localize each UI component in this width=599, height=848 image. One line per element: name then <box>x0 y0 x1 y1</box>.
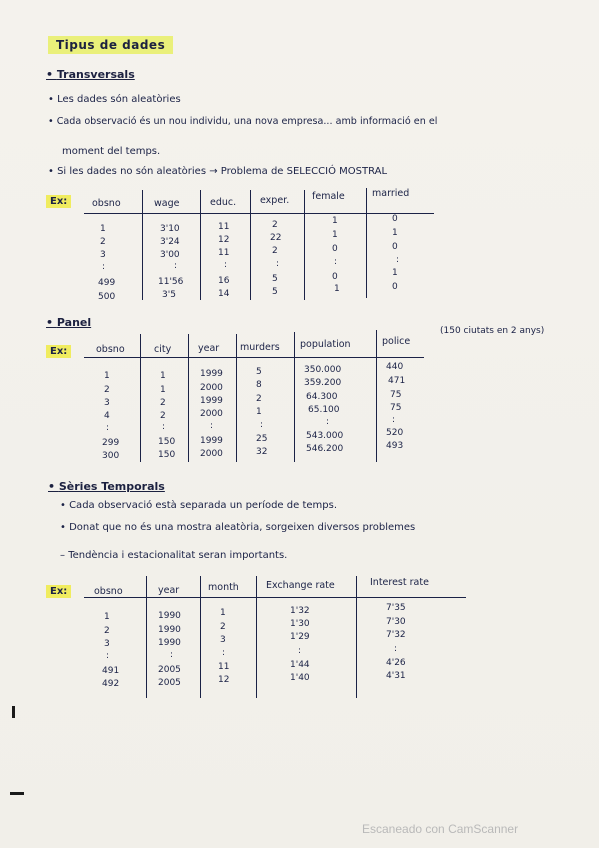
panel-note: (150 ciutats en 2 anys) <box>440 326 545 336</box>
table-cell: 1'44 <box>290 660 310 670</box>
example-highlight: Ex: <box>46 585 71 598</box>
table-cell: 1990 <box>158 638 181 648</box>
series-heading-text: Sèries Temporals <box>58 480 165 493</box>
table-cell: 492 <box>102 679 120 689</box>
table-cell: 16 <box>218 276 230 286</box>
column-header: city <box>154 344 172 355</box>
bullet-text: Cada observació és un nou individu, una nova empresa... amb informació en el <box>56 116 438 127</box>
table-cell: 14 <box>218 289 230 299</box>
table-cell: 493 <box>386 441 404 451</box>
column-header: year <box>198 343 220 354</box>
table-cell: 11 <box>218 222 230 232</box>
table-cell: 1990 <box>158 611 181 621</box>
table-cell: 2 <box>272 220 278 230</box>
bullet-text: Les dades són aleatòries <box>57 94 181 105</box>
table-divider <box>256 576 257 698</box>
table-cell: 1999 <box>200 436 223 446</box>
table-cell: 2 <box>100 237 106 247</box>
section-heading-panel: • Panel <box>46 316 92 329</box>
table-cell: 22 <box>270 233 282 243</box>
bullet-text: Tendència i estacionalitat seran importants. <box>68 550 288 561</box>
bullet-text: Donat que no és una mostra aleatòria, sorgeixen diversos problemes <box>69 522 416 533</box>
table-cell: 0 <box>332 272 338 282</box>
example-label <box>46 346 71 357</box>
section-heading-transversals: • Transversals <box>46 68 135 81</box>
table-cell: 543.000 <box>306 431 344 441</box>
table-divider <box>146 576 147 698</box>
table-cell: 1'40 <box>290 673 310 683</box>
column-header: educ. <box>210 197 237 208</box>
table-cell: 1 <box>100 224 106 234</box>
table-cell: 299 <box>102 438 120 448</box>
table-cell: 150 <box>158 450 176 460</box>
table-cell: 1990 <box>158 625 181 635</box>
table-divider <box>356 576 357 698</box>
table-cell: 520 <box>386 428 404 438</box>
bullet-series-1: • Cada observació està separada un període de temps. <box>60 500 337 511</box>
bullet-text: Si les dades no són aleatòries → Problema de SELECCIÓ MOSTRAL <box>57 166 388 177</box>
table-cell: 2 <box>272 246 278 256</box>
table-divider <box>140 334 141 462</box>
table-cell: 471 <box>388 376 406 386</box>
table-cell: 75 <box>390 403 402 413</box>
table-cell: 5 <box>272 287 278 297</box>
table-cell: : <box>334 257 338 267</box>
table-divider <box>236 334 237 462</box>
table-cell: 64.300 <box>306 392 338 402</box>
table-cell: 11'56 <box>158 277 184 287</box>
example-label <box>46 196 71 207</box>
table-cell: 3'24 <box>160 237 180 247</box>
bullet-transversals-2-cont: moment del temps. <box>62 146 161 157</box>
table-cell: 0 <box>392 214 398 224</box>
table-header-rule <box>84 357 424 358</box>
table-cell: 3 <box>104 639 110 649</box>
table-divider <box>200 576 201 698</box>
table-cell: : <box>106 651 110 661</box>
table-cell: : <box>392 415 396 425</box>
example-highlight: Ex: <box>46 345 71 358</box>
table-cell: 32 <box>256 447 268 457</box>
example-highlight: Ex: <box>46 195 71 208</box>
table-cell: 2 <box>160 411 166 421</box>
table-cell: : <box>396 255 400 265</box>
table-cell: 5 <box>256 367 262 377</box>
table-cell: 1999 <box>200 369 223 379</box>
column-header: married <box>372 188 410 199</box>
bullet-transversals-2: • Cada observació és un nou individu, una nova empresa... amb informació en el <box>48 116 438 127</box>
table-divider <box>200 190 201 300</box>
table-cell: 499 <box>98 278 116 288</box>
column-header: obsno <box>96 344 125 355</box>
table-cell: 7'30 <box>386 617 406 627</box>
column-header: population <box>300 339 351 350</box>
scan-artifact <box>12 706 15 718</box>
table-cell: 1 <box>160 385 166 395</box>
table-cell: 2000 <box>200 409 223 419</box>
table-cell: 1 <box>104 612 110 622</box>
table-cell: 12 <box>218 235 230 245</box>
table-cell: 0 <box>392 242 398 252</box>
table-cell: : <box>224 260 228 270</box>
table-cell: 3 <box>104 398 110 408</box>
table-cell: 4'31 <box>386 671 406 681</box>
column-header: murders <box>240 342 280 353</box>
scanner-watermark: Escaneado con CamScanner <box>362 822 519 836</box>
table-cell: 0 <box>392 282 398 292</box>
bullet-series-3: – Tendència i estacionalitat seran importants. <box>60 550 288 561</box>
column-header: month <box>208 582 239 593</box>
page-title: Tipus de dades <box>48 36 173 54</box>
table-cell: 3 <box>220 635 226 645</box>
table-divider <box>366 188 367 298</box>
table-cell: 5 <box>272 274 278 284</box>
table-cell: 350.000 <box>304 365 342 375</box>
table-divider <box>188 334 189 462</box>
table-cell: : <box>106 423 110 433</box>
table-cell: 3'5 <box>162 290 176 300</box>
table-cell: 546.200 <box>306 444 344 454</box>
table-cell: 65.100 <box>308 405 340 415</box>
column-header: exper. <box>260 195 290 206</box>
table-cell: 1 <box>332 230 338 240</box>
table-cell: 1 <box>392 228 398 238</box>
column-header: obsno <box>94 586 123 597</box>
table-cell: 359.200 <box>304 378 342 388</box>
table-divider <box>304 190 305 300</box>
table-cell: 2 <box>104 626 110 636</box>
transversals-heading-text: Transversals <box>56 68 135 81</box>
table-divider <box>294 332 295 462</box>
table-cell: 3'00 <box>160 250 180 260</box>
table-header-rule <box>84 213 434 214</box>
table-cell: 150 <box>158 437 176 447</box>
table-cell: 25 <box>256 434 268 444</box>
table-cell: 1999 <box>200 396 223 406</box>
table-cell: : <box>326 417 330 427</box>
table-cell: : <box>222 648 226 658</box>
table-cell: : <box>210 421 214 431</box>
bullet-transversals-3: • Si les dades no són aleatòries → Problema de SELECCIÓ MOSTRAL <box>48 166 388 177</box>
column-header: year <box>158 585 180 596</box>
table-header-rule <box>84 597 466 598</box>
table-cell: 4'26 <box>386 658 406 668</box>
scan-artifact <box>10 792 24 795</box>
table-cell: 491 <box>102 666 120 676</box>
table-cell: 1'29 <box>290 632 310 642</box>
table-cell: 2005 <box>158 678 181 688</box>
table-cell: 3'10 <box>160 224 180 234</box>
table-cell: 75 <box>390 390 402 400</box>
table-cell: 1'30 <box>290 619 310 629</box>
table-cell: 0 <box>332 244 338 254</box>
table-cell: 1 <box>332 216 338 226</box>
table-cell: 2 <box>256 394 262 404</box>
column-header: police <box>382 336 411 347</box>
table-cell: 2000 <box>200 383 223 393</box>
table-cell: : <box>276 259 280 269</box>
table-cell: 2005 <box>158 665 181 675</box>
example-label <box>46 586 71 597</box>
column-header: wage <box>154 198 180 209</box>
table-cell: 500 <box>98 292 116 302</box>
table-cell: 8 <box>256 380 262 390</box>
table-cell: 7'35 <box>386 603 406 613</box>
table-cell: 1 <box>220 608 226 618</box>
table-cell: : <box>102 262 106 272</box>
section-heading-series: • Sèries Temporals <box>48 480 165 493</box>
bullet-text: Cada observació està separada un període de temps. <box>69 500 337 511</box>
table-cell: : <box>394 644 398 654</box>
panel-heading-text: Panel <box>56 316 92 329</box>
table-cell: 11 <box>218 662 230 672</box>
table-cell: 2000 <box>200 449 223 459</box>
table-cell: : <box>174 261 178 271</box>
table-cell: 4 <box>104 411 110 421</box>
table-cell: 300 <box>102 451 120 461</box>
table-divider <box>250 190 251 300</box>
column-header: female <box>312 191 345 202</box>
table-divider <box>376 330 377 462</box>
column-header: obsno <box>92 198 121 209</box>
table-cell: 11 <box>218 248 230 258</box>
bullet-transversals-1: • Les dades són aleatòries <box>48 94 181 105</box>
table-cell: 2 <box>160 398 166 408</box>
table-cell: 2 <box>220 622 226 632</box>
table-cell: 1 <box>334 284 340 294</box>
table-divider <box>142 190 143 300</box>
table-cell: 1 <box>392 268 398 278</box>
table-cell: 3 <box>100 250 106 260</box>
table-cell: 2 <box>104 385 110 395</box>
table-cell: : <box>170 650 174 660</box>
table-cell: 7'32 <box>386 630 406 640</box>
table-cell: : <box>162 422 166 432</box>
bullet-series-2: • Donat que no és una mostra aleatòria, sorgeixen diversos problemes <box>60 522 416 533</box>
table-cell: 1 <box>256 407 262 417</box>
table-cell: : <box>260 420 264 430</box>
table-cell: 1 <box>160 371 166 381</box>
column-header: Exchange rate <box>266 580 335 591</box>
table-cell: : <box>298 646 302 656</box>
table-cell: 1'32 <box>290 606 310 616</box>
table-cell: 440 <box>386 362 404 372</box>
table-cell: 1 <box>104 371 110 381</box>
column-header: Interest rate <box>370 577 429 588</box>
table-cell: 12 <box>218 675 230 685</box>
